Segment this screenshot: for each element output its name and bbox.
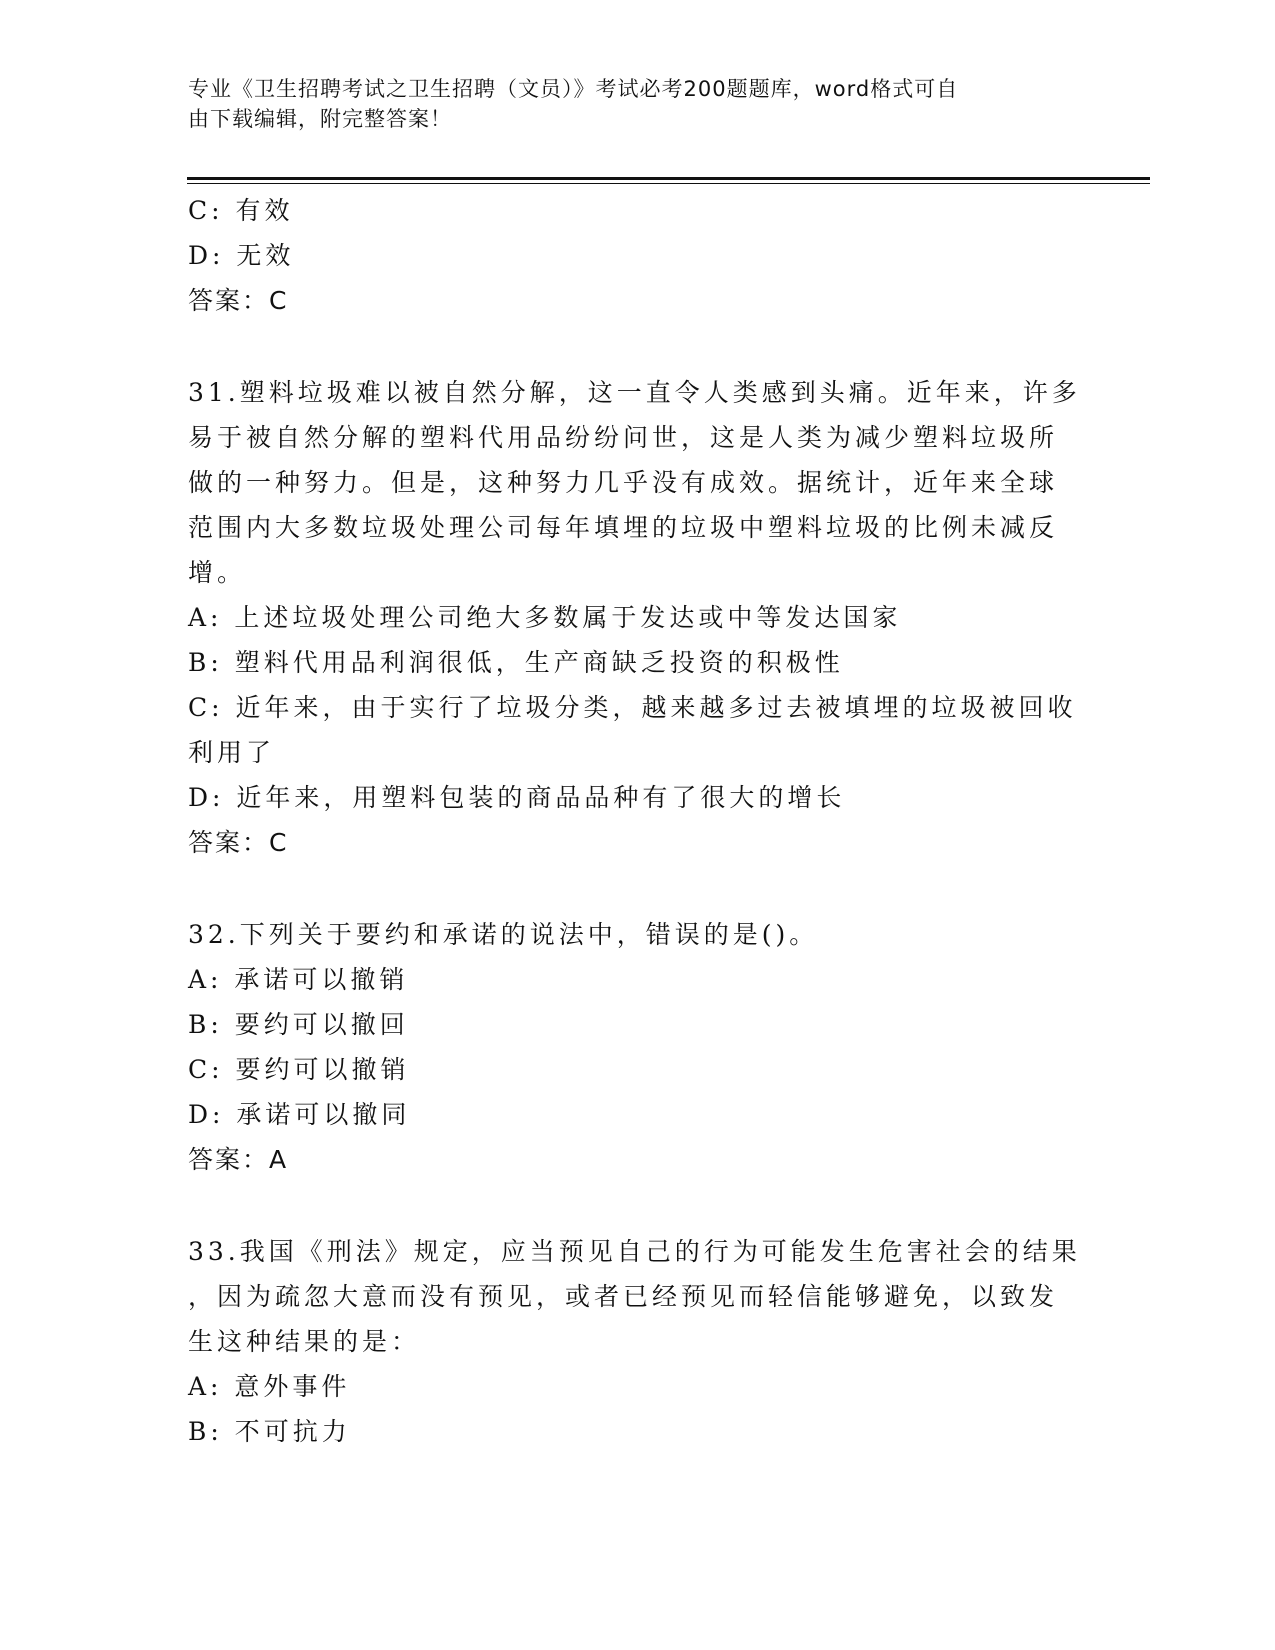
option-c-continued: 利用了 bbox=[188, 738, 276, 767]
question-stem-line: 易于被自然分解的塑料代用品纷纷问世，这是人类为减少塑料垃圾所 bbox=[188, 423, 1059, 452]
question-30-tail bbox=[188, 188, 1088, 323]
question-stem-line: ，因为疏忽大意而没有预见，或者已经预见而轻信能够避免，以致发 bbox=[188, 1282, 1059, 1311]
option-d: D: 近年来，用塑料包装的商品品种有了很大的增长 bbox=[188, 783, 846, 812]
question-stem: 32.下列关于要约和承诺的说法中，错误的是()。 bbox=[188, 920, 819, 949]
question-31 bbox=[188, 370, 1088, 865]
option-d: D: 承诺可以撤同 bbox=[188, 1100, 411, 1129]
header-line-1: 专业《卫生招聘考试之卫生招聘（文员）》考试必考200题题库，word格式可自 bbox=[188, 77, 959, 101]
question-32 bbox=[188, 912, 1088, 1182]
question-33 bbox=[188, 1229, 1088, 1454]
answer: 答案：C bbox=[188, 828, 289, 857]
header-line-2: 由下载编辑，附完整答案！ bbox=[188, 107, 452, 131]
option-a: A: 上述垃圾处理公司绝大多数属于发达或中等发达国家 bbox=[188, 603, 902, 632]
question-stem-line: 生这种结果的是： bbox=[188, 1327, 421, 1356]
option-d: D: 无效 bbox=[188, 241, 295, 270]
header-rule-thick bbox=[187, 177, 1150, 180]
question-stem-line: 范围内大多数垃圾处理公司每年填埋的垃圾中塑料垃圾的比例未减反 bbox=[188, 513, 1059, 542]
option-b: B: 要约可以撤回 bbox=[188, 1010, 409, 1039]
option-c: C: 有效 bbox=[188, 196, 294, 225]
answer: 答案：A bbox=[188, 1145, 289, 1174]
answer: 答案：C bbox=[188, 286, 289, 315]
option-b: B: 不可抗力 bbox=[188, 1417, 351, 1446]
document-header bbox=[188, 74, 1068, 134]
header-rule-thin bbox=[187, 183, 1150, 184]
option-c: C: 要约可以撤销 bbox=[188, 1055, 410, 1084]
option-a: A: 意外事件 bbox=[188, 1372, 351, 1401]
option-b: B: 塑料代用品利润很低，生产商缺乏投资的积极性 bbox=[188, 648, 844, 677]
question-stem-line: 31.塑料垃圾难以被自然分解，这一直令人类感到头痛。近年来，许多 bbox=[188, 378, 1081, 407]
question-stem-line: 33.我国《刑法》规定，应当预见自己的行为可能发生危害社会的结果 bbox=[188, 1237, 1081, 1266]
option-c: C: 近年来，由于实行了垃圾分类，越来越多过去被填埋的垃圾被回收 bbox=[188, 693, 1077, 722]
option-a: A: 承诺可以撤销 bbox=[188, 965, 409, 994]
question-stem-line: 做的一种努力。但是，这种努力几乎没有成效。据统计，近年来全球 bbox=[188, 468, 1059, 497]
question-stem-line: 增。 bbox=[188, 558, 247, 587]
question-content bbox=[188, 188, 1088, 1454]
